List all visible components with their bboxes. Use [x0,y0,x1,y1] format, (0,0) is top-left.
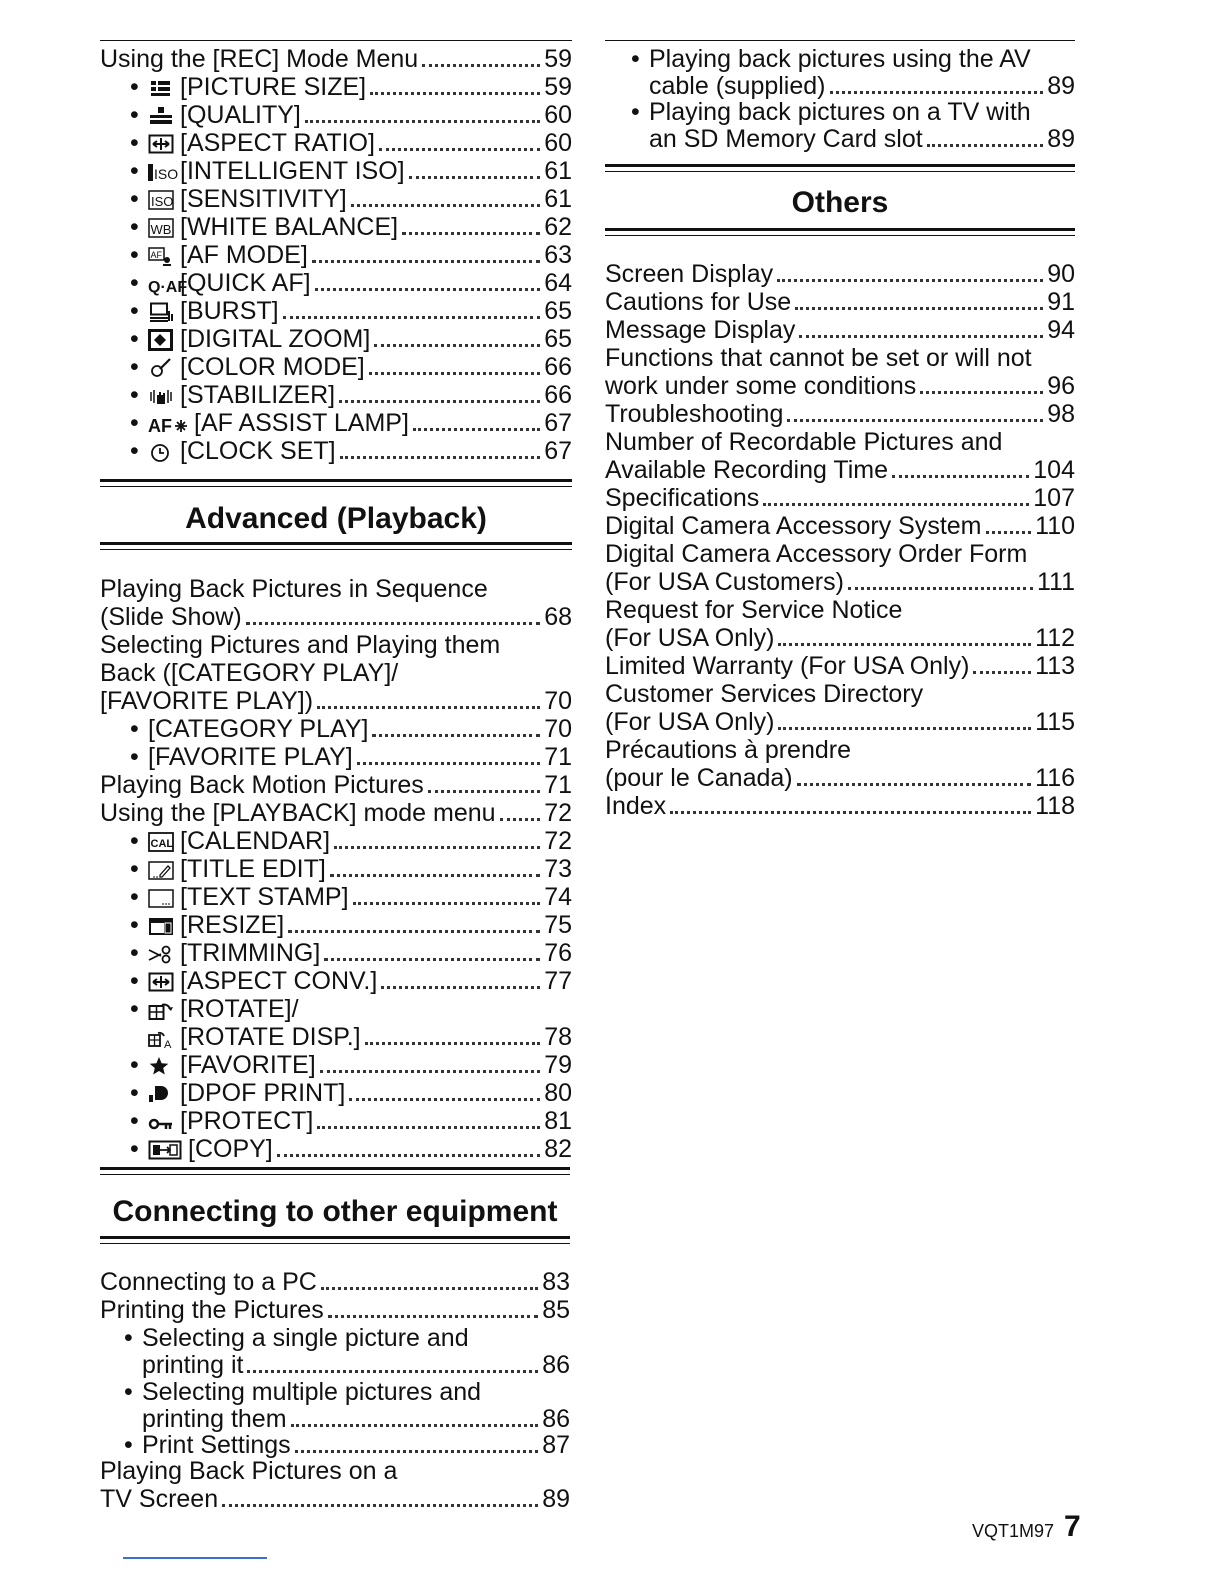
stabilizer-icon [148,385,174,407]
svg-text:A: A [164,1039,172,1051]
af-mode-icon [148,245,174,267]
toc-entry-specifications[interactable]: Specifications 107 [605,484,1075,512]
aspect-ratio-icon [148,133,174,155]
scan-artifact-line [123,1557,267,1559]
toc-entry-af-assist-lamp[interactable]: • AF [AF ASSIST LAMP] 67 [130,409,572,437]
toc-line: Digital Camera Accessory Order Form [605,540,1028,568]
toc-entry-printing[interactable]: Printing the Pictures 85 [100,1296,570,1324]
toc-entry-sensitivity[interactable]: • ISO [SENSITIVITY] 61 [130,185,572,213]
toc-entry-white-balance[interactable]: • WB [WHITE BALANCE] 62 [130,213,572,241]
copy-icon [148,1139,182,1161]
key-icon [148,1111,174,1133]
svg-text:AF: AF [148,416,172,436]
toc-line: Selecting Pictures and Playing them [100,631,501,659]
toc-entry-service-notice[interactable]: (For USA Only) 112 [605,624,1075,652]
dpof-print-icon [148,1083,174,1105]
toc-line: • Selecting multiple pictures and [124,1378,482,1406]
toc-entry-category-play[interactable]: • [CATEGORY PLAY] 70 [130,715,572,743]
section-title-playback: Advanced (Playback) [185,502,487,535]
toc-entry-burst[interactable]: • [BURST] 65 [130,297,572,325]
toc-entry-single-picture[interactable]: printing it 86 [142,1351,570,1379]
toc-entry-screen-display[interactable]: Screen Display 90 [605,260,1075,288]
toc-line: Customer Services Directory [605,680,924,708]
digital-zoom-icon [148,329,174,351]
clock-icon [148,441,174,463]
burst-icon [148,301,174,323]
trimming-icon [148,943,174,965]
toc-entry-motion-pictures[interactable]: Playing Back Motion Pictures 71 [100,771,572,799]
toc-line: • Playing back pictures using the AV [631,45,1031,73]
toc-entry-connecting-pc[interactable]: Connecting to a PC 83 [100,1268,570,1296]
toc-entry-slide-show[interactable]: (Slide Show) 68 [100,603,572,631]
af-assist-lamp-icon [148,413,188,435]
toc-line: Précautions à prendre [605,736,851,764]
svg-text:ISO: ISO [151,194,174,209]
toc-entry-intelligent-iso[interactable]: • ISO [INTELLIGENT ISO] 61 [130,157,572,185]
toc-entry-rec-menu[interactable]: Using the [REC] Mode Menu 59 [100,45,572,73]
toc-entry-picture-size[interactable]: • [PICTURE SIZE] 59 [130,73,572,101]
toc-entry-precautions[interactable]: (pour le Canada) 116 [605,764,1075,792]
toc-entry-av-cable[interactable]: cable (supplied) 89 [649,72,1075,100]
toc-entry-category-favorite[interactable]: [FAVORITE PLAY]) 70 [100,687,572,715]
rotate-disp-icon [148,1027,174,1049]
toc-entry-favorite-play[interactable]: • [FAVORITE PLAY] 71 [130,743,572,771]
toc-entry-sd-slot[interactable]: an SD Memory Card slot 89 [649,125,1075,153]
calendar-icon [148,831,174,853]
toc-entry-aspect-conv[interactable]: • [ASPECT CONV.] 77 [130,967,572,995]
iso-icon [148,189,174,211]
resize-icon [148,915,174,937]
toc-entry-multiple-pictures[interactable]: printing them 86 [142,1405,570,1433]
svg-text:Q·AF: Q·AF [148,279,188,296]
toc-entry-digital-zoom[interactable]: • [DIGITAL ZOOM] 65 [130,325,572,353]
title-edit-icon [148,859,174,881]
quick-af-icon [148,273,188,296]
toc-entry-favorite[interactable]: • [FAVORITE] 79 [130,1051,572,1079]
star-icon [148,1055,174,1077]
toc-entry-aspect-ratio[interactable]: • [ASPECT RATIO] 60 [130,129,572,157]
toc-entry-tv-screen[interactable]: TV Screen 89 [100,1485,570,1513]
picture-size-icon [148,77,174,99]
rotate-icon [148,999,174,1021]
text-stamp-icon [148,887,174,909]
toc-entry-functions[interactable]: work under some conditions 96 [605,372,1075,400]
toc-line: Playing Back Pictures on a [100,1457,398,1485]
toc-entry-accessory-system[interactable]: Digital Camera Accessory System 110 [605,512,1075,540]
toc-line: Functions that cannot be set or will not [605,344,1032,372]
toc-entry-order-form[interactable]: (For USA Customers) 111 [605,568,1075,596]
toc-entry-quick-af[interactable]: • Q·AF [QUICK AF] 64 [130,269,572,297]
toc-entry-stabilizer[interactable]: • [STABILIZER] 66 [130,381,572,409]
toc-entry-message-display[interactable]: Message Display 94 [605,316,1075,344]
page-number: 7 [1064,1510,1081,1543]
toc-entry-clock-set[interactable]: • [CLOCK SET] 67 [130,437,572,465]
toc-entry-cautions[interactable]: Cautions for Use 91 [605,288,1075,316]
toc-entry-copy[interactable]: • [COPY] 82 [130,1135,572,1163]
toc-line-rotate[interactable]: • [ROTATE]/ [130,995,299,1023]
toc-entry-resize[interactable]: • [RESIZE] 75 [130,911,572,939]
quality-icon [148,105,174,127]
toc-entry-calendar[interactable]: • CAL [CALENDAR] 72 [130,827,572,855]
toc-entry-recording-time[interactable]: Available Recording Time 104 [605,456,1075,484]
toc-entry-print-settings[interactable]: • Print Settings 87 [124,1431,570,1459]
toc-entry-troubleshooting[interactable]: Troubleshooting 98 [605,400,1075,428]
toc-entry-protect[interactable]: • [PROTECT] 81 [130,1107,572,1135]
toc-entry-playback-menu[interactable]: Using the [PLAYBACK] mode menu 72 [100,799,572,827]
toc-line: Number of Recordable Pictures and [605,428,1003,456]
top-rule [605,40,1075,41]
section-title-others: Others [791,186,889,219]
toc-entry-title-edit[interactable]: • [TITLE EDIT] 73 [130,855,572,883]
svg-text:AF: AF [150,250,163,260]
toc-line: Playing Back Pictures in Sequence [100,575,488,603]
toc-entry-services-directory[interactable]: (For USA Only) 115 [605,708,1075,736]
toc-entry-text-stamp[interactable]: • [TEXT STAMP] 74 [130,883,572,911]
toc-entry-color-mode[interactable]: • [COLOR MODE] 66 [130,353,572,381]
toc-entry-af-mode[interactable]: • AF [AF MODE] 63 [130,241,572,269]
aspect-conv-icon [148,971,174,993]
document-code: VQT1M97 [972,1521,1055,1541]
toc-entry-index[interactable]: Index 118 [605,792,1075,820]
svg-text:WB: WB [150,222,172,237]
toc-line: • Playing back pictures on a TV with [631,98,1031,126]
toc-line: Request for Service Notice [605,596,903,624]
svg-text:ISO: ISO [154,166,179,182]
toc-line: • Selecting a single picture and [124,1324,469,1352]
toc-entry-warranty[interactable]: Limited Warranty (For USA Only) 113 [605,652,1075,680]
toc-entry-rotate-disp[interactable]: A [ROTATE DISP.] 78 [148,1023,572,1052]
toc-entry-trimming[interactable]: • [TRIMMING] 76 [130,939,572,967]
svg-text:CAL: CAL [150,838,174,850]
toc-entry-quality[interactable]: • [QUALITY] 60 [130,101,572,129]
section-title-connecting: Connecting to other equipment [112,1195,558,1228]
toc-entry-dpof-print[interactable]: • [DPOF PRINT] 80 [130,1079,572,1107]
intelligent-iso-icon [148,161,179,183]
white-balance-icon [148,217,174,239]
top-rule [100,40,572,41]
color-mode-icon [148,357,174,379]
toc-line: Back ([CATEGORY PLAY]/ [100,659,399,687]
